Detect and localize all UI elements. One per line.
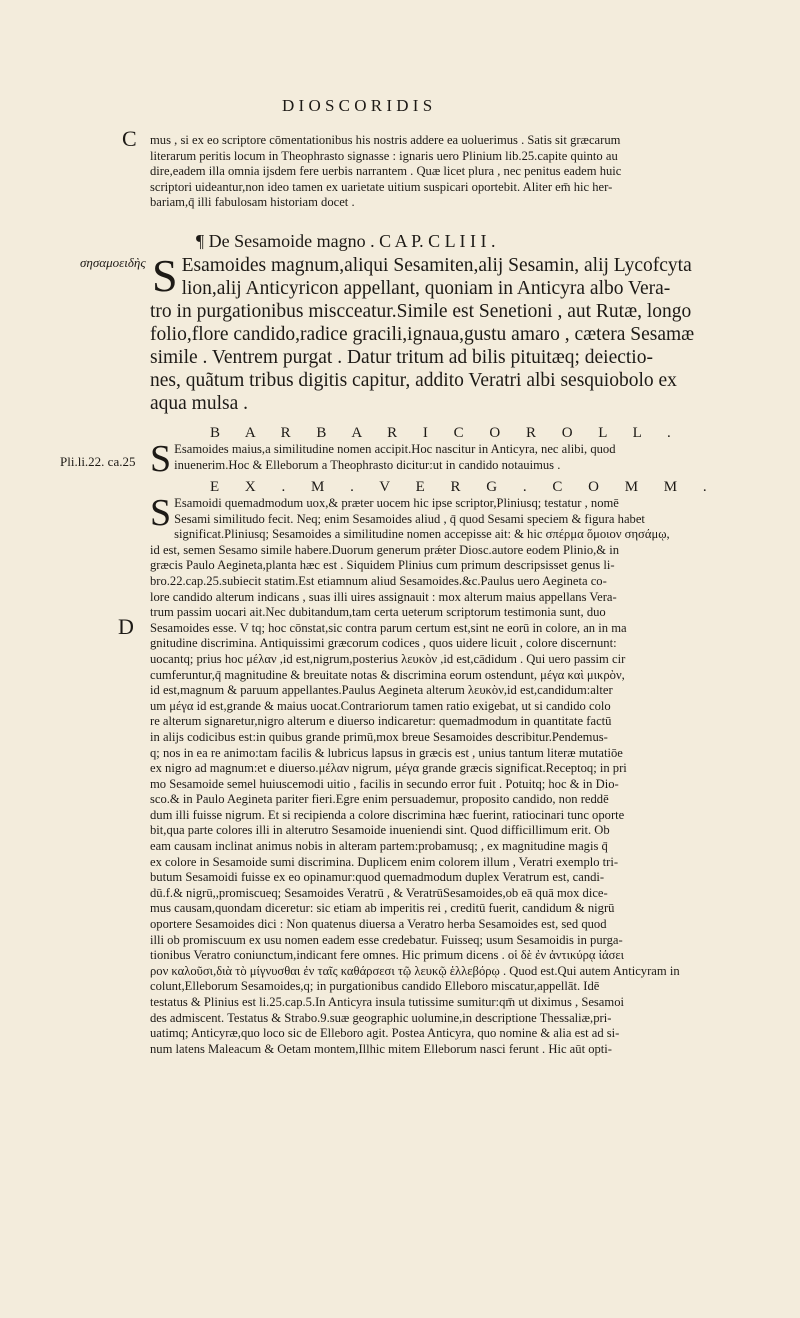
commentary-dropcap: S: [150, 492, 172, 534]
main-line: folio,flore candido,radice gracili,ignaua,gustu amaro , cætera Sesamæ: [150, 324, 695, 345]
commentary-line: re alterum signaretur,nigro alterum e diuerso indicaretur: quemadmodum in quantitate factū: [150, 714, 612, 729]
intro-line: dire,eadem illa omnia ijsdem fere uerbis narrantem . Quæ licet plura , nec penitus eadem huic: [150, 164, 622, 179]
main-text: [150, 250, 795, 415]
commentary-line: Sesami similitudo fecit. Neq; enim Sesamoides aliud , q̄ quod Sesami speciem & figura habet: [174, 511, 645, 526]
commentary-line: cumferuntur,q̄ magnitudine & breuitate notas & discrimina eorum ostendunt, μέγα καὶ μικρὸν,: [150, 667, 625, 682]
commentary-line: in alijs codicibus est:in quibus grande primū,mox breue Sesamoides describitur.Pendemus-: [150, 729, 608, 744]
main-line: simile . Ventrem purgat . Datur tritum ad bilis pituitæq; deiectio-: [150, 347, 653, 368]
barbari-line: Esamoides maius,a similitudine nomen accipit.Hoc nascitur in Anticyra, nec alibi, quod: [174, 442, 616, 456]
commentary-line: ex nigro ad magnum:et e diuerso.μέλαν nigrum, μέγα grande græcis significat.Receptoq; in pri: [150, 761, 627, 776]
main-line: lion,alij Anticyricon appellant, quoniam in Anticyra albo Vera-: [181, 278, 671, 299]
commentary-line: id est,magnum & paruum appellantes.Paulus Aegineta alterum λευκὸν,id est,candidum:alter: [150, 683, 613, 698]
commentary-title: E X . M . V E R G . C O M M .: [210, 479, 718, 495]
main-dropcap: S: [152, 250, 178, 301]
intro-line: literarum peritis locum in Theophrasto signasse : ignaris uero Plinium lib.25.capite quinto au: [150, 148, 618, 163]
commentary-line: tionibus Veratro coniunctum,indicant fere omnes. Hic primum dicens . οἱ δὲ ἐν ἀντικύρᾳ ἰάσει: [150, 948, 625, 963]
commentary-line: dum illi fuisse nigrum. Et si recipienda a colore discrimina hæc fuerint, ratiocinari tunc oporte: [150, 807, 625, 822]
main-line: aqua mulsa .: [150, 393, 249, 414]
commentary-line: oportere Sesamoides dici : Non quatenus diuersa a Veratro herba Sesamoides est, sed quod: [150, 917, 607, 932]
commentary-line: Sesamoides esse. V tq; hoc cōnstat,sic contra parum certum est,sint ne eorū in colore, an in ma: [150, 620, 627, 635]
intro-line: mus , si ex eo scriptore cōmentationibus his nostris addere ea uoluerimus . Satis sit græcarum: [150, 133, 621, 147]
commentary-line: bro.22.cap.25.subiecit statim.Est etiamnum aliud Sesamoides.&c.Paulus uero Aegineta co-: [150, 573, 607, 588]
commentary-line: colunt,Elleborum Sesamoides,q; in purgationibus candido Elleboro miscatur,appellāt. Idē: [150, 979, 600, 994]
margin-plinius-reference: Pli.li.22. ca.25: [60, 454, 136, 469]
main-line: tro in purgationibus miscceatur.Simile est Senetioni , aut Rutæ, longo: [150, 301, 692, 322]
commentary-line: q; nos in ea re animo:tam facilis & lubricus lapsus in græcis est , unius tantum literæ mutatiōe: [150, 745, 623, 760]
running-head: D I O S C O R I D I S: [282, 96, 433, 115]
commentary-line: testatus & Plinius est li.25.cap.5.In Anticyra insula tutissime sumitur:qm̄ ut diximus , Sesamoi: [150, 995, 624, 1009]
main-line: Esamoides magnum,aliqui Sesamiten,alij Sesamin, alij Lycofcyta: [181, 255, 692, 276]
commentary-line: mo Sesamoide semel huiuscemodi uitio , facilis in secundo error fuit . Potuitq; hoc & in Dio-: [150, 776, 619, 791]
commentary-line: num latens Maleacum & Oetam montem,Illhic mitem Elleborum nasci ferunt . Hic aūt opti-: [150, 1041, 612, 1056]
margin-greek-term: σησαμοειδὴς: [80, 255, 146, 270]
commentary-line: gnitudine discrimina. Antiquissimi græcorum codices , quos uidere licuit , colore discernunt:: [150, 636, 617, 651]
barbari-text: [150, 438, 795, 480]
margin-section-letter-c: C: [122, 126, 137, 151]
chapter-heading: ¶ De Sesamoide magno . C A P. C L I I I .: [196, 231, 496, 251]
commentary-line: des admiscent. Testatus & Strabo.9.suæ geographic uolumine,in descriptione Thessaliæ,pri-: [150, 1010, 612, 1025]
commentary-text: [150, 492, 795, 1057]
commentary-line: dū.f.& nigrū,,promiscueq; Sesamoides Veratrū , & VeratrūSesamoides,ob eā quā mox dice-: [150, 885, 608, 900]
commentary-line: lore candido alterum indicans , suas illi uires assignauit : mox alterum maius appellans Vera-: [150, 589, 617, 604]
commentary-line: um μέγα id est,grande & maius uocat.Contrariorum tamen ratio exigebat, ut si candido colo: [150, 698, 611, 713]
commentary-line: uatimq; Anticyræ,quo loco sic de Elleboro agit. Postea Anticyra, quo nomine & alia est ad si-: [150, 1026, 620, 1041]
barbari-line: inuenerim.Hoc & Elleborum a Theophrasto dicitur:ut in candido notauimus .: [174, 457, 561, 472]
intro-line: scriptori uideantur,non ideo tamen ex uarietate uitium suspicari oportebit. Aliter em̄ hic her-: [150, 179, 613, 194]
commentary-line: sco.& in Paulo Aegineta pariter fieri.Egre enim persuademur, proposito candido, non reddē: [150, 792, 609, 807]
main-line: nes, quãtum tribus digitis capitur, addito Veratri albi sesquiobolo ex: [150, 370, 677, 391]
commentary-line: trum passim uocari ait.Nec dubitandum,tam certa ueterum scriptorum testimonia sunt, duo: [150, 605, 606, 620]
commentary-line: uocantq; prius hoc μέλαν ,id est,nigrum,posterius λευκὸν ,id est,cādidum . Qui uero passim cir: [150, 651, 626, 666]
barbari-title: B A R B A R I C O R O L L .: [210, 425, 682, 441]
barbari-dropcap: S: [150, 438, 172, 480]
commentary-line: ρον καλοῦσι,διὰ τὸ μίγνυσθαι ἐν ταῖς καθάρσεσι τῷ λευκῷ ἑλλεβόρῳ . Quod est.Qui autem Anticyram in: [150, 963, 680, 978]
margin-section-letter-d: D: [118, 614, 134, 639]
commentary-line: græcis Paulo Aegineta,planta hæc est . Siquidem Plinius cum primum descripsisset genus li-: [150, 558, 615, 573]
commentary-line: significat.Pliniusq; Sesamoides a similitudine nomen accepisse ait: & hic σπέρμα ὅμοιον σησάμῳ,: [174, 527, 670, 542]
commentary-line: mus causam,quondam diceretur: sic etiam ab imperitis rei , creditū fuerit, candidum & nigrū: [150, 901, 615, 916]
intro-paragraph: [150, 133, 795, 211]
commentary-line: id est, semen Sesamo simile habere.Duorum generum prǽter Diosc.autore eodem Plinio,& in: [150, 542, 620, 557]
commentary-line: ex colore in Sesamoide sumi discrimina. Duplicem enim colorem illum , Veratri exemplo tri-: [150, 854, 619, 869]
commentary-line: bit,qua parte colores illi in alterutro Sesamoide inueniendi sint. Quod difficillimum erit. Ob: [150, 823, 610, 838]
commentary-line: eam causam inclinat animus nobis in alteram partem:probamusq; , ex magnitudine magis q̄: [150, 839, 608, 854]
commentary-line: Esamoidi quemadmodum uox,& præter uocem hic ipse scriptor,Pliniusq; testatur , nomē: [174, 496, 619, 510]
commentary-line: butum Sesamoidi fuisse ex eo opinamur:quod quemadmodum duplex Veratrum est, candi-: [150, 870, 605, 885]
intro-line: bariam,q̄ illi fabulosam historiam docet .: [150, 195, 355, 210]
commentary-line: illi ob promiscuum ex usu nomen eadem esse credebatur. Fuisseq; usum Sesamoidis in purga-: [150, 932, 623, 947]
